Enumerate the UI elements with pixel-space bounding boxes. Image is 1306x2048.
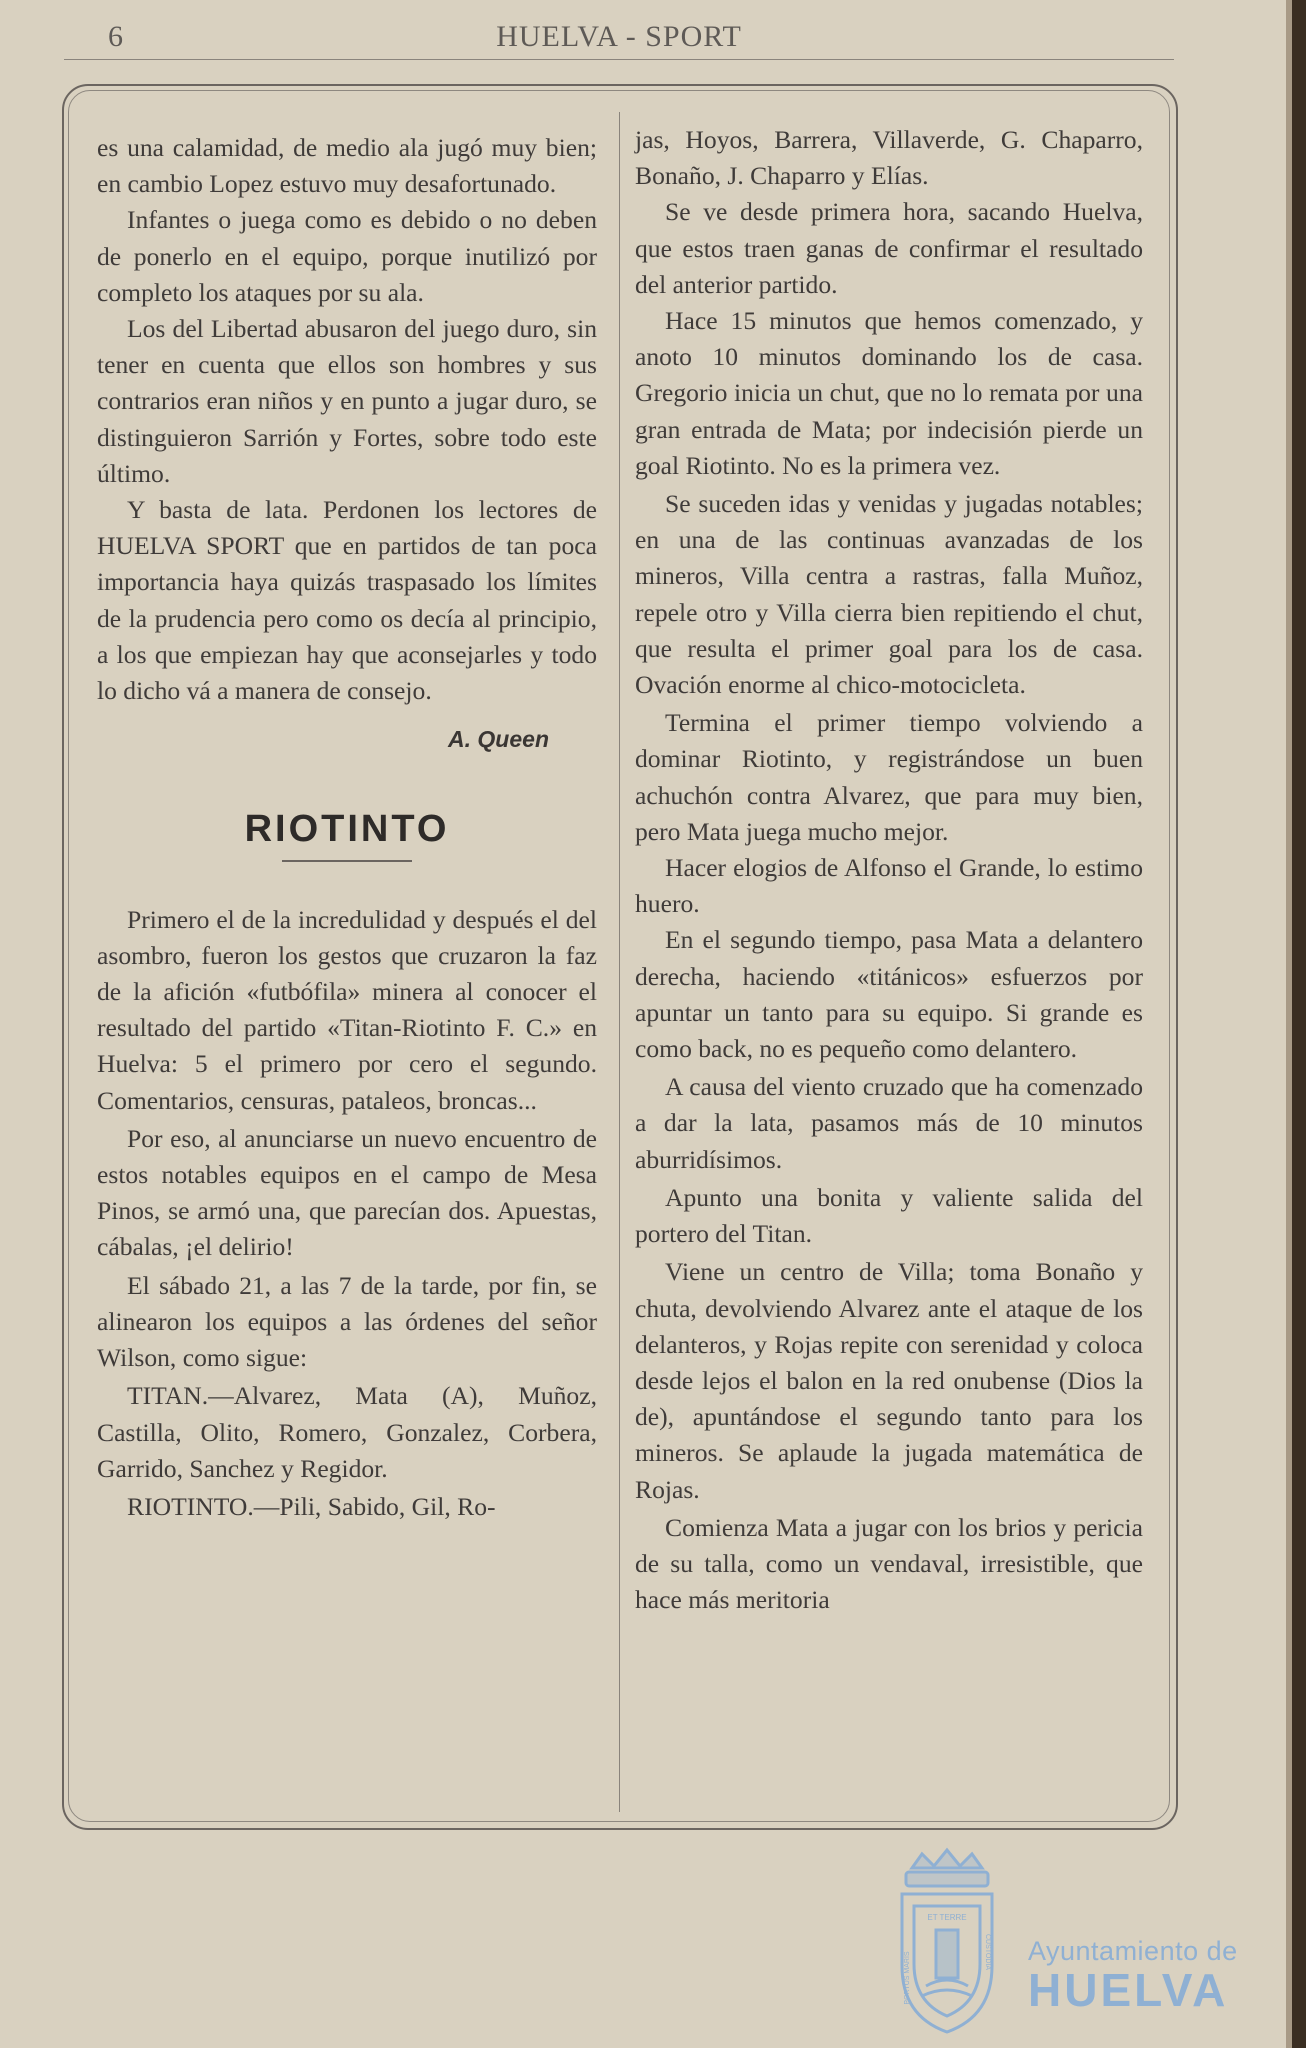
article-paragraph: es una calamidad, de medio ala jugó muy bien; en cambio Lopez estuvo muy desafortunado. (97, 133, 597, 199)
article-paragraph: Apunto una bonita y valiente salida del portero del Titan. (635, 1182, 1143, 1249)
page-header (64, 14, 1174, 60)
book-spine-edge (1292, 0, 1306, 2048)
title-rule (282, 860, 412, 862)
team-lineup-titan: TITAN.—Alvarez, Mata (A), Muñoz, Castilla, Olito, Romero, Gonzalez, Corbera, Garrido, Sanchez y Regidor. (97, 1381, 597, 1483)
shield-text-right: CUSTODIA (984, 1933, 991, 1971)
left-column (97, 130, 597, 1525)
header-rule (64, 59, 1174, 60)
column-divider (619, 112, 620, 1812)
article-paragraph: El sábado 21, a las 7 de la tarde, por fin, se alinearon los equipos a las órdenes del señor Wilson, como sigue: (97, 1270, 597, 1373)
shield-text-top: ET TERRE (927, 1913, 967, 1922)
ayuntamiento-watermark (882, 1846, 1242, 2036)
article-paragraph: Viene un centro de Villa; toma Bonaño y chuta, devolviendo Alvarez ante el ataque de los delanteros, y Rojas repite con serenidad y coloca desde lejos el balon en la red onubense (Dios la de), apuntándose el segundo tanto para los mineros. Se aplaude la jugada matemática de Rojas. (635, 1257, 1143, 1504)
watermark-text (1028, 1936, 1238, 2017)
article-paragraph: Los del Libertad abusaron del juego duro, sin tener en cuenta que ellos son hombres y sus contrarios eran niños y en punto a jugar duro, se distinguieron Sarrión y Fortes, sobre todo este último. (97, 314, 597, 488)
huelva-shield-icon (892, 1846, 1002, 2036)
article-paragraph: Primero el de la incredulidad y después el del asombro, fueron los gestos que cruzaron la faz de la afición «futbófila» minera al conocer el resultado del partido «Titan-Riotinto F. C.» en Huelva: 5 el primero por cero el segundo. Comentarios, censuras, pataleos, broncas... (97, 904, 597, 1115)
author-signature: A. Queen (448, 726, 549, 753)
right-column (635, 122, 1143, 1618)
article-paragraph: Por eso, al anunciarse un nuevo encuentro de estos notables equipos en el campo de Mesa Pinos, se armó una, que parecían dos. Apuestas, cábalas, ¡el delirio! (97, 1123, 597, 1262)
article-paragraph: Se suceden idas y venidas y jugadas notables; en una de las continuas avanzadas de los mineros, Villa centra a rastras, falla Muñoz, repele otro y Villa cierra bien repitiendo el chut, que resulta el primer goal para los de casa. Ovación enorme al chico-motocicleta. (635, 489, 1143, 700)
article-paragraph: Comienza Mata a jugar con los brios y pericia de su talla, como un vendaval, irresistible, que hace más meritoria (635, 1512, 1143, 1615)
article-paragraph: Infantes o juega como es debido o no deben de ponerlo en el equipo, porque inutilizó por completo los ataques por su ala. (97, 205, 597, 307)
article-paragraph: En el segundo tiempo, pasa Mata a delantero derecha, haciendo «titánicos» esfuerzos por apuntar un tanto para su equipo. Si grande es como back, no es pequeño como delantero. (635, 925, 1143, 1064)
article-paragraph: Y basta de lata. Perdonen los lectores de HUELVA SPORT que en partidos de tan poca importancia haya quizás traspasado los límites de la prudencia pero como os decía al principio, a los que empiezan hay que aconsejarles y todo lo dicho vá a manera de consejo. (97, 495, 597, 706)
team-lineup-riotinto: RIOTINTO.—Pili, Sabido, Gil, Ro- (127, 1491, 496, 1521)
article-paragraph: Se ve desde primera hora, sacando Huelva, que estos traen ganas de confirmar el resultado del anterior partido. (635, 197, 1143, 299)
running-title: HUELVA - SPORT (496, 20, 742, 53)
article-paragraph: Hace 15 minutos que hemos comenzado, y anoto 10 minutos dominando los de casa. Gregorio inicia un chut, que no lo remata por una gran entrada de Mata; por indecisión pierde un goal Riotinto. No es la primera vez. (635, 306, 1143, 480)
watermark-line2: HUELVA (1028, 1964, 1229, 2016)
shield-text-left: PORTUS MARIS (904, 1951, 911, 2005)
article-paragraph: Termina el primer tiempo volviendo a dominar Riotinto, y registrándose un buen achuchón contra Alvarez, que para muy bien, pero Mata juega mucho mejor. (635, 708, 1143, 846)
article-paragraph: Hacer elogios de Alfonso el Grande, lo estimo huero. (635, 853, 1143, 919)
article-paragraph: jas, Hoyos, Barrera, Villaverde, G. Chaparro, Bonaño, J. Chaparro y Elías. (635, 125, 1143, 191)
page-edge (1286, 0, 1292, 2048)
section-title: RIOTINTO (244, 808, 450, 851)
watermark-line1: Ayuntamiento de (1028, 1936, 1238, 1966)
page-number: 6 (108, 20, 123, 53)
article-paragraph: A causa del viento cruzado que ha comenzado a dar la lata, pasamos más de 10 minutos aburridísimos. (635, 1072, 1143, 1174)
